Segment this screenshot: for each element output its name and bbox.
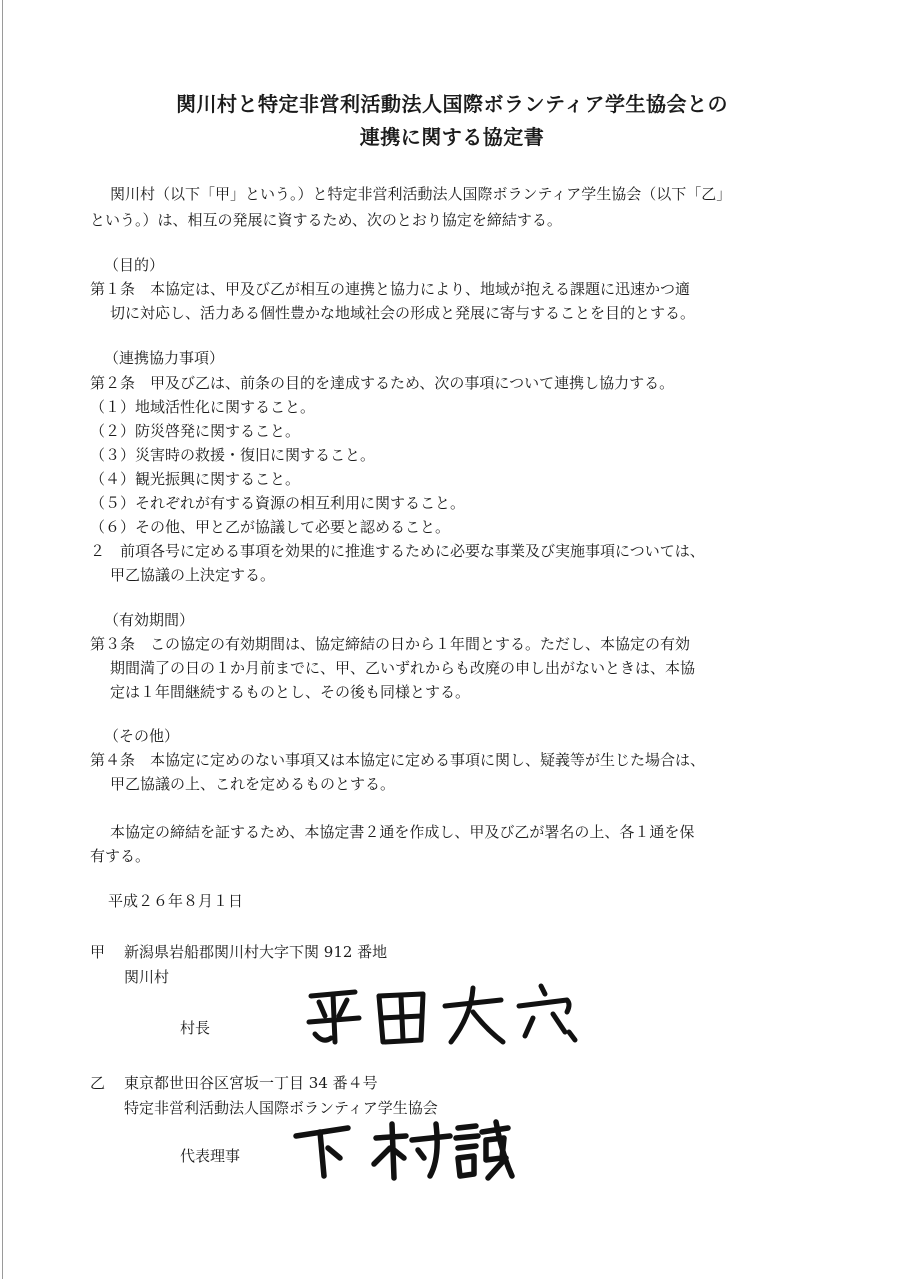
closing-line-2: 有する。	[90, 847, 151, 865]
article1-heading: （目的）	[104, 256, 165, 274]
party-a-org: 関川村	[124, 968, 170, 986]
article1-line-2: 切に対応し、活力ある個性豊かな地域社会の形成と発展に寄与することを目的とする。	[110, 304, 696, 322]
party-b-mark: 乙	[90, 1074, 106, 1092]
article2-heading: （連携協力事項）	[104, 349, 225, 367]
article2-item-4: （４）観光振興に関すること。	[90, 470, 301, 488]
article2-item-2: （２）防災啓発に関すること。	[90, 422, 301, 440]
party-a-role: 村長	[180, 1019, 211, 1037]
article3-line-1: 第３条 この協定の有効期間は、協定締結の日から１年間とする。ただし、本協定の有効	[90, 635, 691, 653]
article2-item-3: （３）災害時の救援・復旧に関すること。	[90, 446, 376, 464]
party-b-address: 東京都世田谷区宮坂一丁目 34 番４号	[124, 1074, 378, 1092]
article2-paragraph2-line-1: ２ 前項各号に定める事項を効果的に推進するために必要な事業及び実施事項については、	[90, 542, 705, 560]
article4-line-1: 第４条 本協定に定めのない事項又は本協定に定める事項に関し、疑義等が生じた場合は、	[90, 751, 706, 769]
article3-line-2: 期間満了の日の１か月前までに、甲、乙いずれからも改廃の申し出がないときは、本協	[110, 659, 696, 677]
article4-heading: （その他）	[104, 727, 180, 745]
party-a-address: 新潟県岩船郡関川村大字下関 912 番地	[124, 943, 388, 961]
page-edge	[2, 0, 3, 1279]
party-b-role: 代表理事	[180, 1147, 241, 1165]
preamble-line-2: という。）は、相互の発展に資するため、次のとおり協定を締結する。	[90, 211, 562, 229]
party-a-signature	[305, 982, 590, 1050]
preamble-line-1: 関川村（以下「甲」という。）と特定非営利活動法人国際ボランティア学生協会（以下「乙」	[110, 185, 732, 203]
article4-line-2: 甲乙協議の上、これを定めるものとする。	[110, 775, 396, 793]
article2-line-1: 第２条 甲及び乙は、前条の目的を達成するため、次の事項について連携し協力する。	[90, 374, 675, 392]
party-a-mark: 甲	[90, 943, 106, 961]
article3-heading: （有効期間）	[104, 611, 195, 629]
article2-item-6: （６）その他、甲と乙が協議して必要と認めること。	[90, 518, 451, 536]
document-title-line1: 関川村と特定非営利活動法人国際ボランティア学生協会との	[176, 92, 728, 116]
article2-paragraph2-line-2: 甲乙協議の上決定する。	[110, 566, 276, 584]
article2-item-5: （５）それぞれが有する資源の相互利用に関すること。	[90, 494, 466, 512]
closing-line-1: 本協定の締結を証するため、本協定書２通を作成し、甲及び乙が署名の上、各１通を保	[110, 823, 695, 841]
article1-line-1: 第１条 本協定は、甲及び乙が相互の連携と協力により、地域が抱える課題に迅速かつ適	[90, 280, 691, 298]
agreement-date: 平成２６年８月１日	[108, 892, 244, 910]
party-b-signature	[290, 1118, 515, 1186]
document-title-line2: 連携に関する協定書	[359, 125, 545, 149]
party-b-org: 特定非営利活動法人国際ボランティア学生協会	[124, 1099, 438, 1117]
article2-item-1: （１）地域活性化に関すること。	[90, 398, 316, 416]
article3-line-3: 定は１年間継続するものとし、その後も同様とする。	[110, 683, 471, 701]
